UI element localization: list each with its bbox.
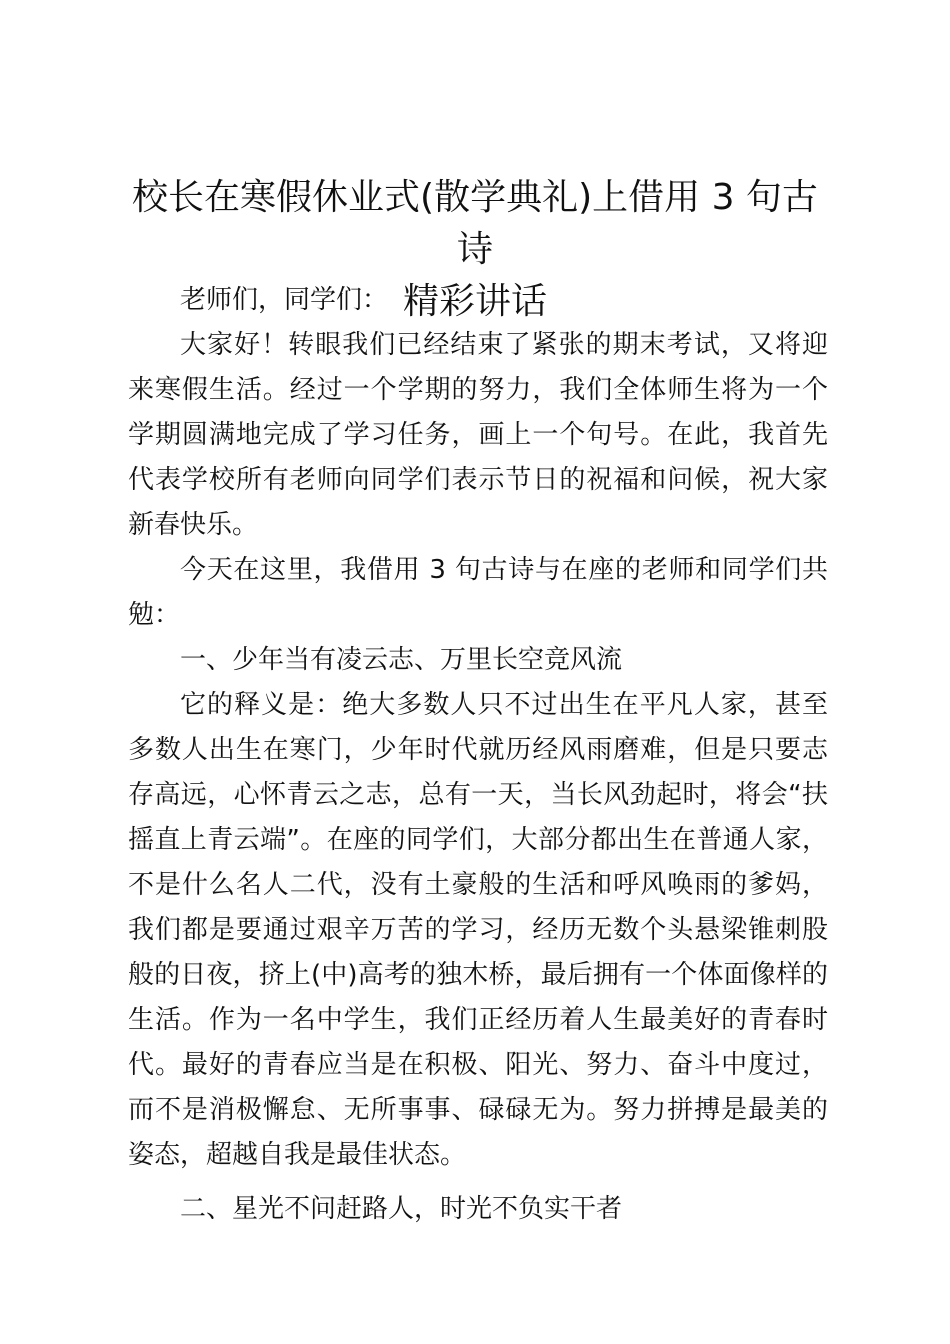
section-heading-1: 一、少年当有凌云志、万里长空竞风流 [180, 645, 623, 675]
paragraph-3: 它的释义是：绝大多数人只不过出生在平凡人家，甚至多数人出生在寒门，少年时代就历经风雨磨难，但是只要志存高远，心怀青云之志，总有一天，当长风劲起时，将会“扶摇直上青云端”。在座的同学们，大部分都出生在普通人家，不是什么名人二代，没有土豪般的生活和呼风唤雨的爹妈，我们都是要通过艰辛万苦的学习，经历无数个头悬梁锥刺股般的日夜，挤上(中)高考的独木桥，最后拥有一个体面像样的生活。作为一名中学生，我们正经历着人生最美好的青春时代。最好的青春应当是在积极、阳光、努力、奋斗中度过，而不是消极懈怠、无所事事、碌碌无为。努力拼搏是最美的姿态，超越自我是最佳状态。 [128, 690, 828, 1170]
paragraph-2: 今天在这里，我借用 3 句古诗与在座的老师和同学们共勉： [128, 555, 828, 630]
document-body [128, 278, 828, 1232]
title-line-2: 精彩讲话 [402, 281, 547, 322]
paragraph-1: 大家好！转眼我们已经结束了紧张的期末考试，又将迎来寒假生活。经过一个学期的努力，我们全体师生将为一个学期圆满地完成了学习任务，画上一个句号。在此，我首先代表学校所有老师向同学们表示节日的祝福和问候，祝大家新春快乐。 [128, 330, 828, 540]
title-line-1: 校长在寒假休业式(散学典礼)上借用 3 句古诗 [132, 177, 818, 270]
salutation: 老师们，同学们： [180, 285, 389, 315]
section-heading-2: 二、星光不问赶路人，时光不负实干者 [180, 1194, 623, 1224]
